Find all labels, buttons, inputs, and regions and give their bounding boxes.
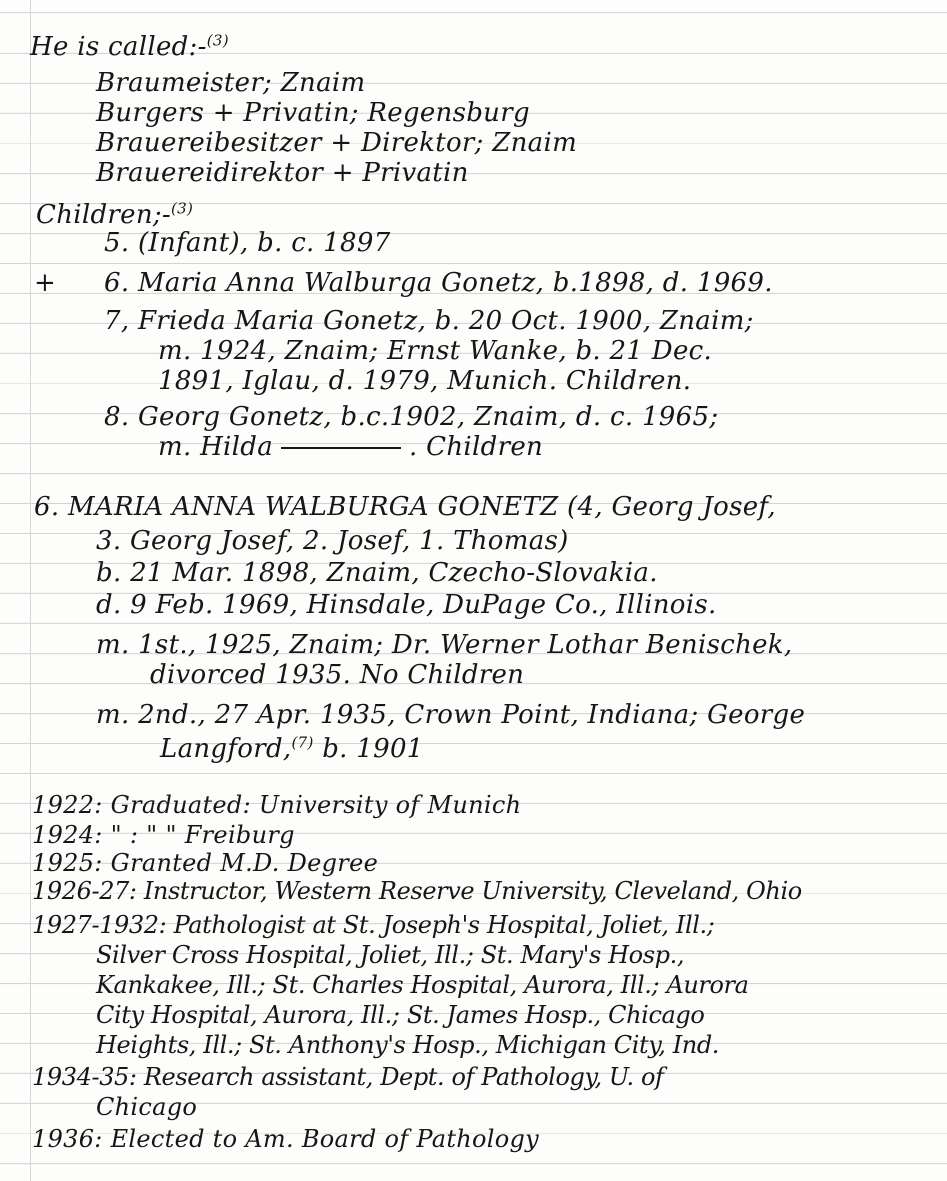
timeline-entry: 1924: " : " " Freiburg xyxy=(32,821,295,849)
timeline-entry-continued: Heights, Ill.; St. Anthony's Hosp., Michigan City, Ind. xyxy=(96,1031,720,1059)
child-spouse-line xyxy=(158,432,543,462)
called-heading-text: He is called:- xyxy=(30,32,207,62)
timeline-entry: 1936: Elected to Am. Board of Pathology xyxy=(32,1125,540,1153)
maria-line: m. 1st., 1925, Znaim; Dr. Werner Lothar Benischek, xyxy=(96,630,793,660)
maria-line-continued: divorced 1935. No Children xyxy=(150,660,525,690)
timeline-entry: 1926-27: Instructor, Western Reserve University, Cleveland, Ohio xyxy=(32,877,802,905)
child-entry-continued: m. 1924, Znaim; Ernst Wanke, b. 21 Dec. xyxy=(158,336,713,366)
maria-last-line-text: Langford, xyxy=(160,734,292,764)
spouse-prefix: m. Hilda xyxy=(158,432,274,462)
child-entry: 7, Frieda Maria Gonetz, b. 20 Oct. 1900, Znaim; xyxy=(104,306,754,336)
children-heading xyxy=(36,200,193,230)
maria-line: m. 2nd., 27 Apr. 1935, Crown Point, Indiana; George xyxy=(96,700,806,730)
maria-line: d. 9 Feb. 1969, Hinsdale, DuPage Co., Illinois. xyxy=(96,590,717,620)
maria-heading: 6. MARIA ANNA WALBURGA GONETZ (4, Georg Josef, xyxy=(34,492,776,522)
blank-underline xyxy=(281,447,401,449)
children-heading-note: (3) xyxy=(171,199,194,218)
timeline-entry: 1934-35: Research assistant, Dept. of Pathology, U. of xyxy=(32,1063,664,1091)
timeline-entry: 1925: Granted M.D. Degree xyxy=(32,849,379,877)
maria-line: b. 21 Mar. 1898, Znaim, Czecho-Slovakia. xyxy=(96,558,658,588)
child-entry: 8. Georg Gonetz, b.c.1902, Znaim, d. c. 1965; xyxy=(104,402,719,432)
maria-line: 3. Georg Josef, 2. Josef, 1. Thomas) xyxy=(96,526,569,556)
child-marker: + xyxy=(34,268,57,298)
called-heading xyxy=(30,32,229,62)
margin-line xyxy=(30,0,31,1181)
timeline-entry: 1922: Graduated: University of Munich xyxy=(32,791,522,819)
called-line: Burgers + Privatin; Regensburg xyxy=(96,98,530,128)
children-heading-text: Children;- xyxy=(36,200,172,230)
called-line: Brauereidirektor + Privatin xyxy=(96,158,469,188)
called-line: Brauereibesitzer + Direktor; Znaim xyxy=(96,128,578,158)
maria-last-line xyxy=(160,734,424,764)
timeline-entry-continued: City Hospital, Aurora, Ill.; St. James Hosp., Chicago xyxy=(96,1001,705,1029)
spouse-suffix: . Children xyxy=(409,432,544,462)
timeline-entry-continued: Silver Cross Hospital, Joliet, Ill.; St. Mary's Hosp., xyxy=(96,941,685,969)
called-heading-note: (3) xyxy=(206,31,229,50)
timeline-entry: 1927-1932: Pathologist at St. Joseph's Hospital, Joliet, Ill.; xyxy=(32,911,715,939)
child-entry: 5. (Infant), b. c. 1897 xyxy=(104,228,391,258)
maria-last-line-suffix: b. 1901 xyxy=(322,734,424,764)
timeline-entry-continued: Chicago xyxy=(96,1093,198,1121)
maria-last-line-note: (7) xyxy=(291,733,314,752)
called-line: Braumeister; Znaim xyxy=(96,68,366,98)
child-entry: 6. Maria Anna Walburga Gonetz, b.1898, d. 1969. xyxy=(104,268,773,298)
child-entry-continued: 1891, Iglau, d. 1979, Munich. Children. xyxy=(158,366,692,396)
timeline-entry-continued: Kankakee, Ill.; St. Charles Hospital, Aurora, Ill.; Aurora xyxy=(96,971,749,999)
